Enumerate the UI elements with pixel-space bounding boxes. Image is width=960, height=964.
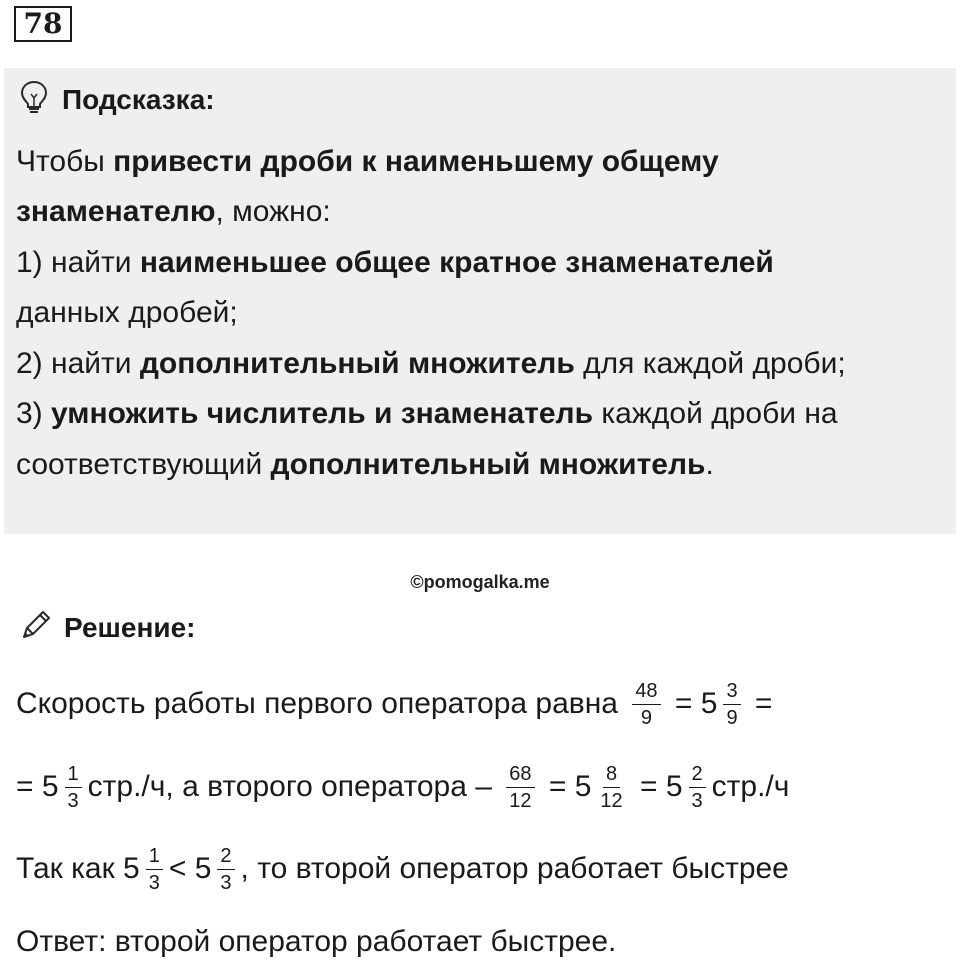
fraction-numerator: 1 bbox=[146, 844, 163, 870]
text-run: , то второй оператор работает быстрее bbox=[240, 852, 789, 885]
text-run: стр./ч bbox=[711, 770, 790, 803]
fraction-numerator: 2 bbox=[689, 762, 706, 788]
text-run: = 5 bbox=[666, 687, 718, 720]
text-run: соответствующий bbox=[16, 448, 271, 481]
pencil-icon bbox=[18, 607, 54, 650]
fraction-numerator: 8 bbox=[603, 762, 620, 788]
bold-text: привести дроби к наименьшему общему bbox=[113, 145, 719, 178]
fraction-denominator: 3 bbox=[691, 789, 703, 812]
text-run: . bbox=[705, 448, 714, 481]
hint-title bbox=[18, 80, 215, 120]
task-number: 78 bbox=[14, 6, 72, 42]
solution-line bbox=[16, 839, 789, 899]
fraction-numerator: 48 bbox=[632, 679, 660, 705]
fraction bbox=[65, 762, 82, 813]
hint-line bbox=[16, 344, 846, 384]
fraction-denominator: 9 bbox=[640, 706, 652, 729]
fraction bbox=[723, 679, 740, 730]
fraction-denominator: 12 bbox=[509, 789, 532, 812]
fraction-denominator: 3 bbox=[148, 871, 160, 894]
text-run: = 5 bbox=[16, 770, 59, 803]
fraction bbox=[506, 762, 534, 813]
fraction-denominator: 3 bbox=[67, 789, 79, 812]
text-run: = bbox=[746, 687, 773, 720]
fraction bbox=[632, 679, 660, 730]
fraction-denominator: 3 bbox=[220, 871, 232, 894]
fraction-numerator: 3 bbox=[723, 679, 740, 705]
hint-line bbox=[16, 293, 238, 333]
text-run: < 5 bbox=[168, 852, 212, 885]
text-run: данных дробей; bbox=[16, 296, 238, 329]
fraction-numerator: 68 bbox=[506, 762, 534, 788]
text-run: , можно: bbox=[215, 195, 331, 228]
text-run: стр./ч, а второго оператора – bbox=[87, 770, 501, 803]
hint-line bbox=[16, 142, 719, 182]
bold-text: дополнительный множитель bbox=[270, 448, 706, 481]
text-run: Так как 5 bbox=[16, 852, 140, 885]
fraction-numerator: 1 bbox=[65, 762, 82, 788]
hint-line bbox=[16, 394, 838, 434]
text-run: 3) bbox=[16, 397, 52, 430]
text-run: 1) найти bbox=[16, 246, 140, 279]
hint-line bbox=[16, 445, 714, 485]
text-run: Скорость работы первого оператора равна bbox=[16, 687, 627, 720]
solution-line bbox=[16, 757, 789, 817]
lightbulb-icon bbox=[18, 79, 50, 122]
fraction-denominator: 12 bbox=[600, 789, 623, 812]
fraction bbox=[597, 762, 625, 813]
hint-line bbox=[16, 243, 774, 283]
text-run: каждой дроби на bbox=[593, 397, 838, 430]
fraction-denominator: 9 bbox=[726, 706, 738, 729]
text-run: для каждой дроби; bbox=[574, 347, 846, 380]
fraction bbox=[689, 762, 706, 813]
watermark: ©pomogalka.me bbox=[410, 572, 550, 592]
hint-line bbox=[16, 192, 331, 232]
fraction-numerator: 2 bbox=[217, 844, 234, 870]
solution-line bbox=[16, 674, 772, 734]
fraction bbox=[217, 844, 234, 895]
bold-text: умножить числитель и знаменатель bbox=[51, 397, 594, 430]
solution-title-text: Решение: bbox=[64, 612, 196, 643]
text-run: = 5 bbox=[540, 770, 592, 803]
text-run: Чтобы bbox=[16, 145, 114, 178]
fraction bbox=[146, 844, 163, 895]
answer-line: Ответ: второй оператор работает быстрее. bbox=[16, 925, 617, 958]
bold-text: знаменателю bbox=[16, 195, 216, 228]
bold-text: дополнительный множитель bbox=[139, 347, 575, 380]
solution-title bbox=[18, 608, 195, 648]
text-run: 2) найти bbox=[16, 347, 140, 380]
hint-title-text: Подсказка: bbox=[62, 84, 215, 115]
text-run: = 5 bbox=[631, 770, 683, 803]
bold-text: наименьшее общее кратное знаменателей bbox=[139, 246, 774, 279]
